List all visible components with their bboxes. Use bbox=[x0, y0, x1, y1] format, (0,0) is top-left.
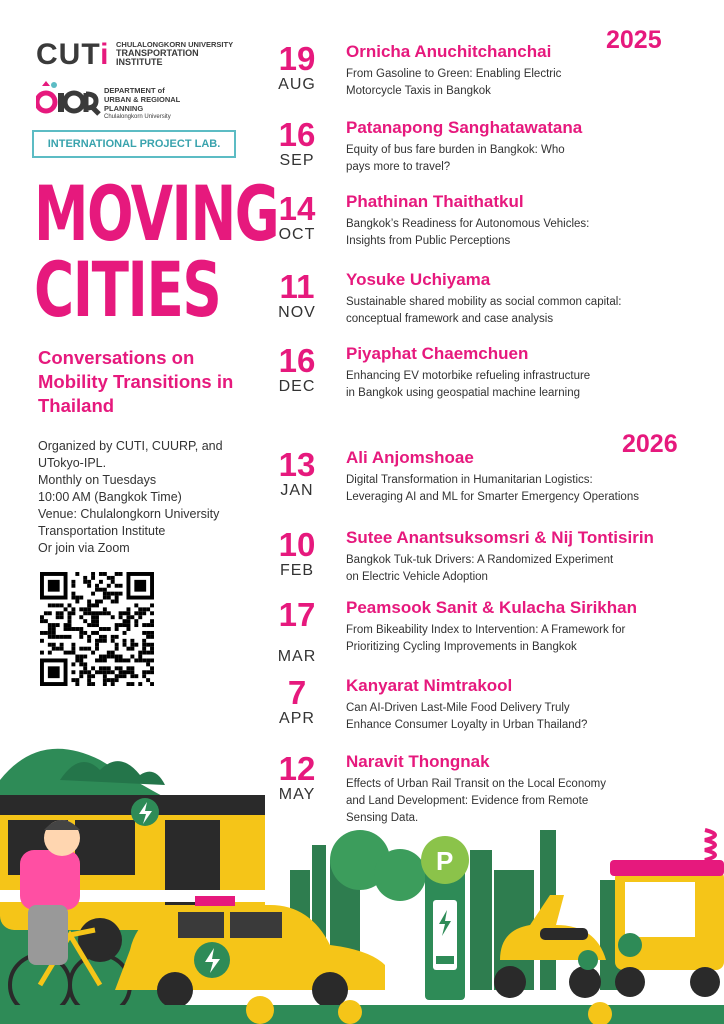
cuti-logo: CUTi bbox=[36, 38, 110, 71]
poster-subtitle: Conversations on Mobility Transitions in Thailand bbox=[38, 347, 234, 416]
talk-title-line: Prioritizing Cycling Improvements in Bangkok bbox=[346, 641, 577, 653]
talk-title-line: Bangkok’s Readiness for Autonomous Vehicles: bbox=[346, 218, 590, 230]
event-month: AUG bbox=[278, 76, 316, 93]
event-month: MAR bbox=[277, 648, 317, 665]
talk-title-line: Digital Transformation in Humanitarian Logistics: bbox=[346, 474, 593, 486]
event-speaker: Kanyarat Nimtrakool bbox=[346, 676, 513, 695]
event-month: NOV bbox=[278, 304, 316, 321]
poster-title: MOVING CITIES bbox=[34, 169, 279, 334]
talk-title-line: Effects of Urban Rail Transit on the Local Economy bbox=[346, 778, 606, 790]
event-day: 7 bbox=[287, 674, 307, 711]
event-day: 10 bbox=[278, 526, 316, 563]
event-month: MAY bbox=[278, 786, 316, 803]
talk-title-line: in Bangkok using geospatial machine learning bbox=[346, 387, 580, 399]
curp-sub-line: URBAN & REGIONAL bbox=[104, 95, 181, 104]
talk-title-line: and Land Development: Evidence from Remote bbox=[346, 795, 589, 807]
event-day: 14 bbox=[278, 190, 316, 227]
event-talk-title bbox=[346, 552, 706, 586]
event-speaker: Ali Anjomshoae bbox=[346, 448, 474, 467]
event-day: 16 bbox=[278, 116, 316, 153]
event-speaker: Phathinan Thaithatkul bbox=[346, 192, 524, 211]
cuti-sub-line: INSTITUTE bbox=[116, 57, 163, 67]
talk-title-line: From Bikeability Index to Intervention: A Framework for bbox=[346, 624, 626, 636]
event-day: 11 bbox=[279, 268, 315, 305]
talk-title-line: Can AI-Driven Last-Mile Food Delivery Truly bbox=[346, 702, 570, 714]
event-talk-title bbox=[346, 368, 706, 402]
talk-title-line: Enhance Consumer Loyalty in Urban Thailand? bbox=[346, 719, 588, 731]
info-line: Venue: Chulalongkorn University bbox=[38, 507, 220, 521]
year-heading-2025: 2025 bbox=[606, 26, 662, 54]
event-speaker: Ornicha Anuchitchanchai bbox=[346, 42, 552, 61]
event-month: FEB bbox=[279, 562, 315, 579]
international-project-lab-badge: INTERNATIONAL PROJECT LAB. bbox=[32, 130, 236, 158]
talk-title-line: From Gasoline to Green: Enabling Electric bbox=[346, 68, 562, 80]
curp-sub-line: Chulalongkorn University bbox=[104, 114, 171, 120]
curp-logo-icon bbox=[36, 80, 102, 120]
talk-title-line: Enhancing EV motorbike refueling infrastructure bbox=[346, 370, 591, 382]
event-talk-title bbox=[346, 294, 706, 328]
talk-title-line: Leveraging AI and ML for Smarter Emergency Operations bbox=[346, 491, 639, 503]
event-talk-title bbox=[346, 622, 706, 656]
talk-title-line: Insights from Public Perceptions bbox=[346, 235, 511, 247]
curp-logo-subtext bbox=[104, 86, 180, 122]
event-speaker: Yosuke Uchiyama bbox=[346, 270, 491, 289]
talk-title-line: Sensing Data. bbox=[346, 812, 419, 824]
cuti-sub-line: TRANSPORTATION bbox=[116, 48, 199, 58]
curp-sub-line: PLANNING bbox=[104, 104, 144, 113]
info-line: UTokyo-IPL. bbox=[38, 456, 107, 470]
talk-title-line: Bangkok Tuk-tuk Drivers: A Randomized Experiment bbox=[346, 554, 614, 566]
event-day: 17 bbox=[278, 596, 316, 633]
info-line: Or join via Zoom bbox=[38, 541, 130, 555]
event-day: 16 bbox=[278, 342, 316, 379]
city-mobility-illustration bbox=[0, 720, 724, 1024]
event-talk-title bbox=[346, 142, 706, 176]
event-speaker: Naravit Thongnak bbox=[346, 752, 490, 771]
info-line: Organized by CUTI, CUURP, and bbox=[38, 439, 223, 453]
talk-title-line: Sustainable shared mobility as social common capital: bbox=[346, 296, 622, 308]
event-speaker: Piyaphat Chaemchuen bbox=[346, 344, 529, 363]
event-month: JAN bbox=[280, 482, 314, 499]
talk-title-line: pays more to travel? bbox=[346, 161, 451, 173]
event-month: OCT bbox=[278, 226, 316, 243]
talk-title-line: Equity of bus fare burden in Bangkok: Who bbox=[346, 144, 565, 156]
event-talk-title bbox=[346, 66, 706, 100]
event-month: SEP bbox=[279, 152, 315, 169]
event-speaker: Peamsook Sanit & Kulacha Sirikhan bbox=[346, 598, 637, 617]
talk-title-line: on Electric Vehicle Adoption bbox=[346, 571, 488, 583]
talk-title-line: Motorcycle Taxis in Bangkok bbox=[346, 85, 491, 97]
curp-sub-line: DEPARTMENT of bbox=[104, 86, 165, 95]
event-day: 12 bbox=[278, 750, 316, 787]
talk-title-line: conceptual framework and case analysis bbox=[346, 313, 554, 325]
event-month: DEC bbox=[278, 378, 316, 395]
event-day: 19 bbox=[278, 40, 316, 77]
event-month: APR bbox=[279, 710, 315, 727]
year-heading-2026: 2026 bbox=[622, 430, 678, 458]
svg-text:P: P bbox=[436, 846, 454, 876]
event-info bbox=[38, 438, 268, 557]
event-day: 13 bbox=[278, 446, 316, 483]
event-talk-title bbox=[346, 472, 706, 506]
event-speaker: Patanapong Sanghatawatana bbox=[346, 118, 583, 137]
qr-code-icon[interactable] bbox=[40, 572, 154, 686]
cuti-sub-line: CHULALONGKORN UNIVERSITY bbox=[116, 40, 234, 49]
info-line: Monthly on Tuesdays bbox=[38, 473, 157, 487]
event-talk-title bbox=[346, 216, 706, 250]
cuti-logo-subtext bbox=[116, 40, 233, 67]
info-line: 10:00 AM (Bangkok Time) bbox=[38, 490, 182, 504]
info-line: Transportation Institute bbox=[38, 524, 166, 538]
event-speaker: Sutee Anantsuksomsri & Nij Tontisirin bbox=[346, 528, 654, 547]
